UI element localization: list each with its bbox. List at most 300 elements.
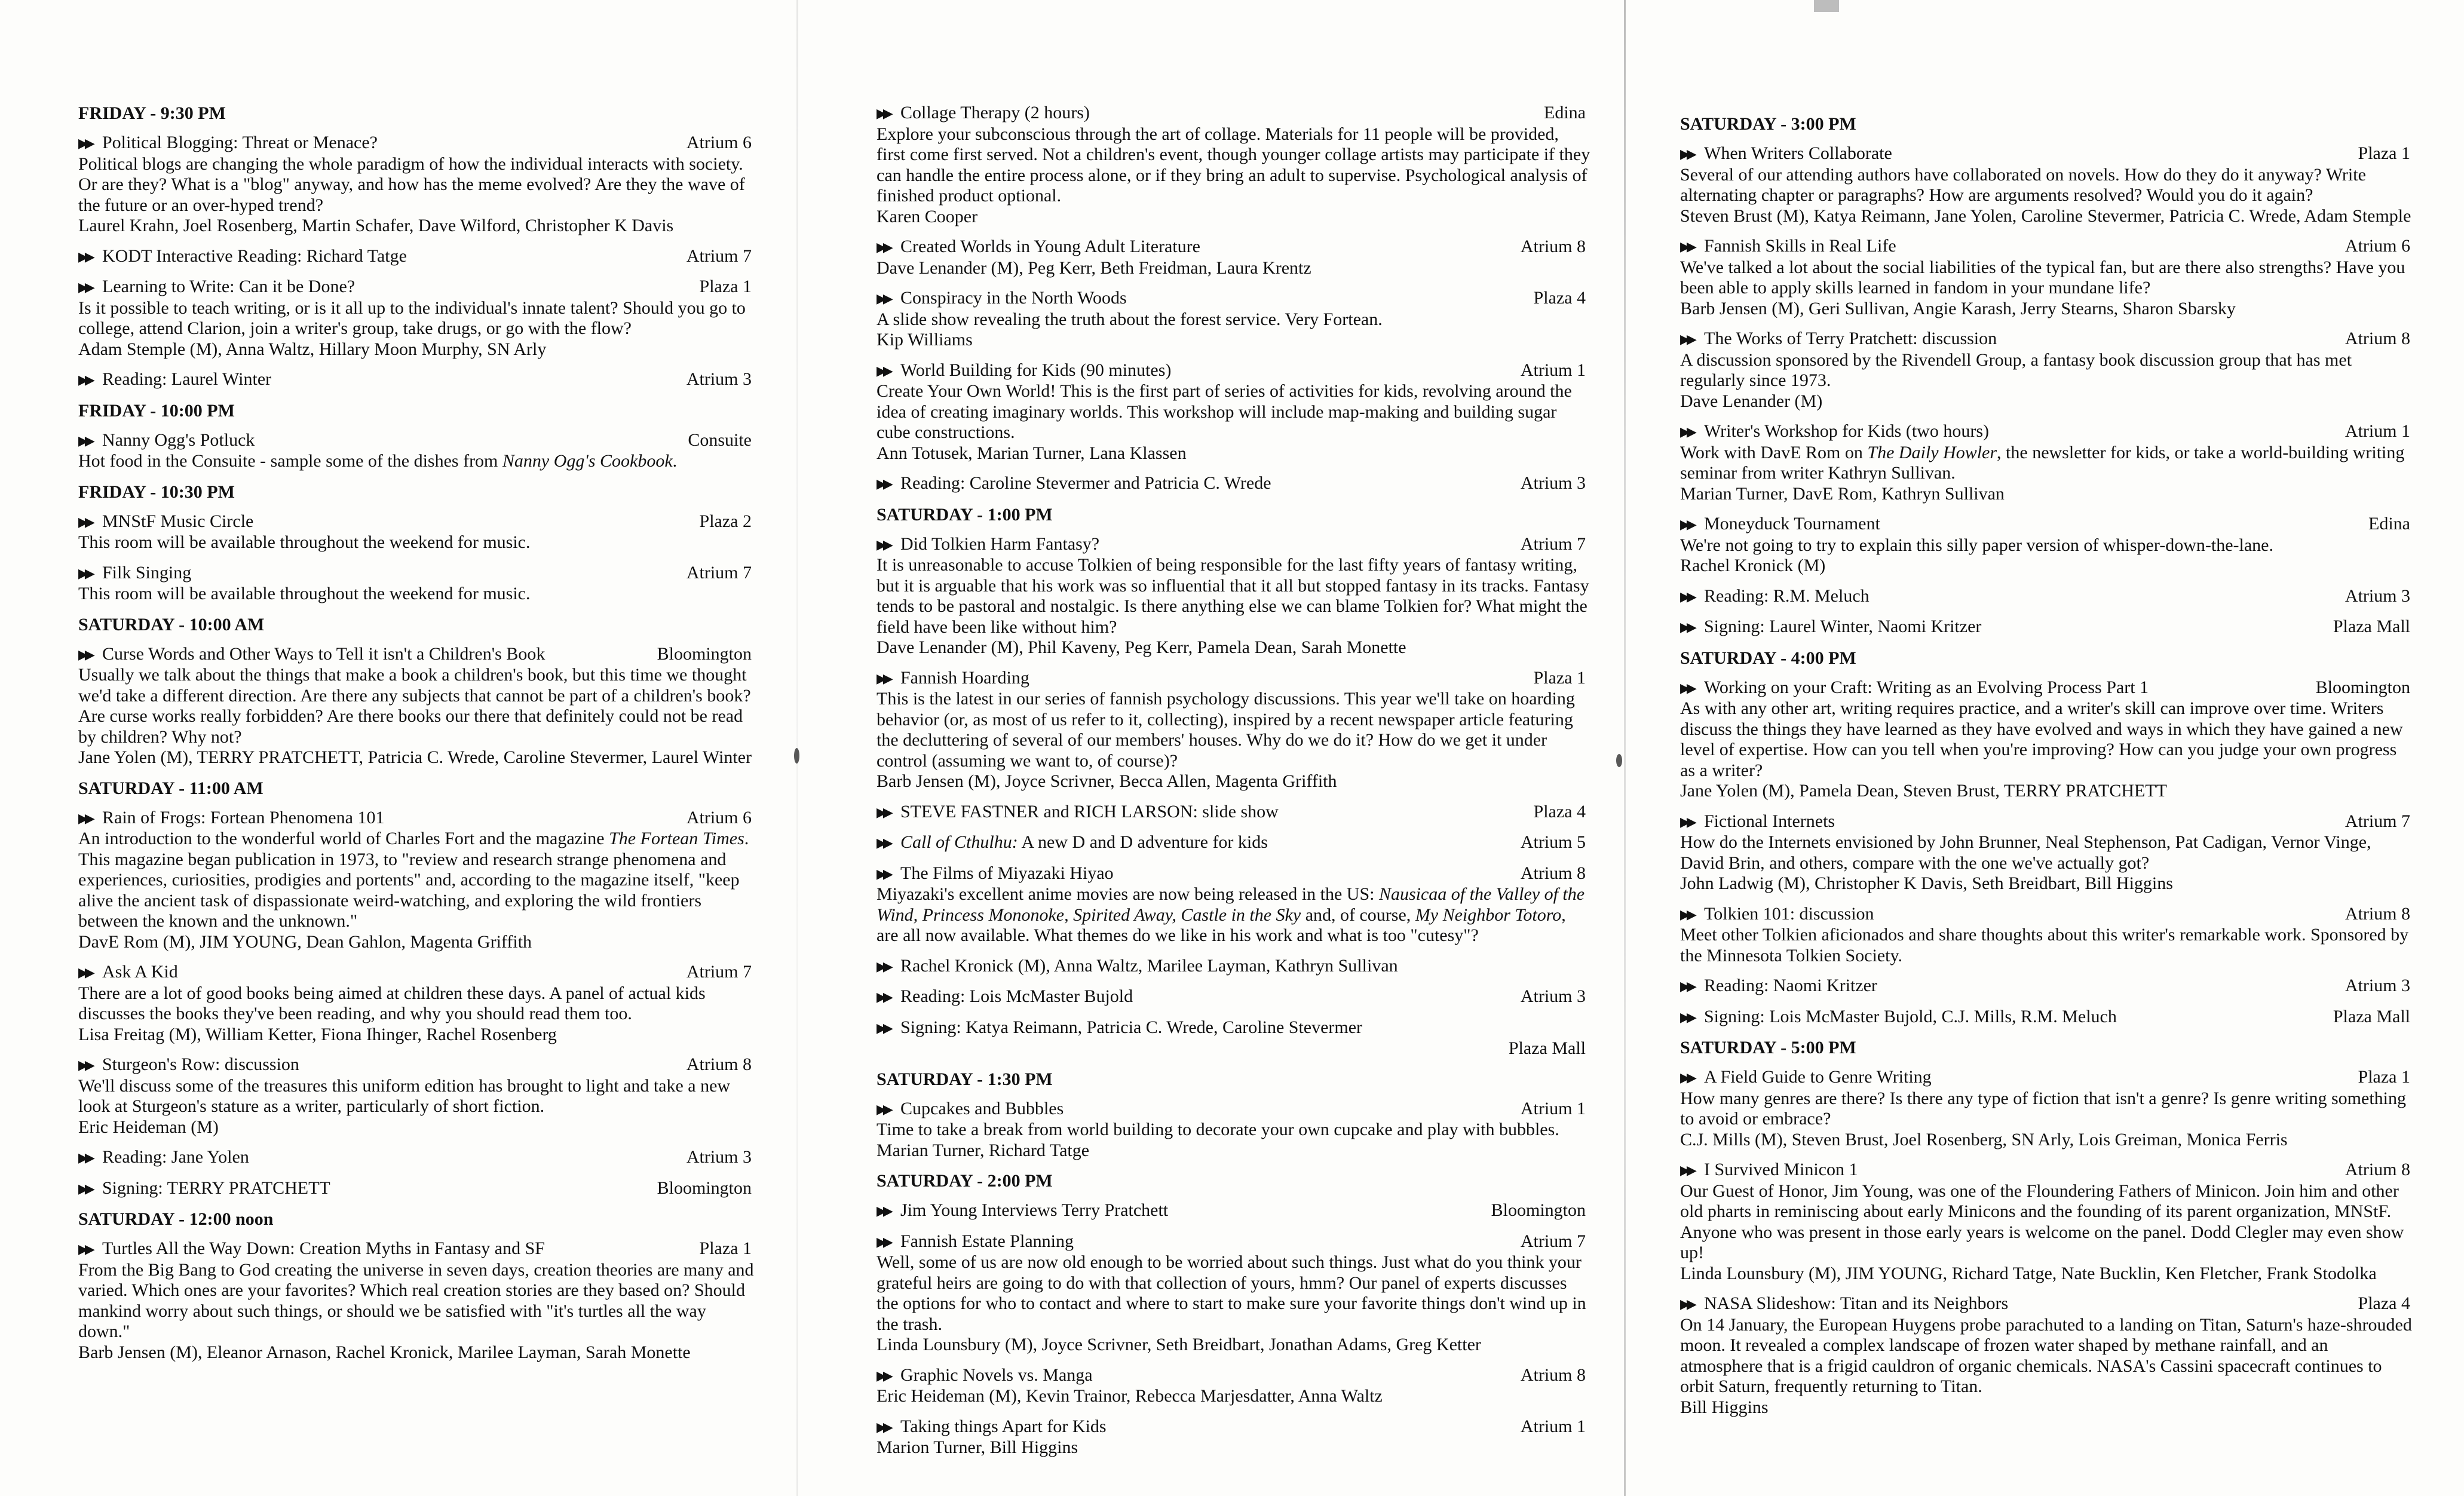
- program-item-title-row: [78, 644, 756, 666]
- program-room: Atrium 6: [2345, 236, 2410, 256]
- program-title-text: Fictional Internets: [1704, 811, 1835, 831]
- program-title-text: Writer's Workshop for Kids (two hours): [1704, 421, 1989, 441]
- program-item: [877, 103, 1590, 227]
- program-item: [1680, 811, 2415, 894]
- program-item: [1680, 143, 2415, 226]
- program-room: Bloomington: [2315, 677, 2410, 697]
- program-item: [1680, 1067, 2415, 1150]
- program-item: [877, 534, 1590, 658]
- program-title: [877, 473, 1271, 495]
- double-arrow-bullet-icon: ▶▶: [1680, 424, 1693, 439]
- program-room: Atrium 1: [1520, 1416, 1586, 1436]
- program-item-title-row: [877, 956, 1590, 977]
- program-room: Bloomington: [1491, 1200, 1586, 1220]
- program-description: Is it possible to teach writing, or is it all up to the individual's innate talent? Should you go to college, attend Clarion, join a writer's group, take drugs, or go with the flow?: [78, 298, 746, 338]
- program-room: Atrium 7: [686, 562, 752, 583]
- double-arrow-bullet-icon: ▶▶: [1680, 332, 1693, 347]
- program-item-title-row: [1680, 1007, 2415, 1028]
- program-item-title-row: [78, 808, 756, 829]
- program-panelists: Linda Lounsbury (M), JIM YOUNG, Richard Tatge, Nate Bucklin, Ken Fletcher, Frank Stodolka: [1680, 1263, 2377, 1283]
- description-italic-title: My Neighbor Totoro: [1415, 905, 1562, 925]
- program-panelists: Rachel Kronick (M): [1680, 556, 1826, 575]
- program-panelists: Lisa Freitag (M), William Ketter, Fiona Ihinger, Rachel Rosenberg: [78, 1024, 557, 1044]
- program-title: [78, 1239, 545, 1260]
- time-slot-section: [1680, 114, 2415, 638]
- program-title: [1680, 329, 1997, 350]
- double-arrow-bullet-icon: ▶▶: [1680, 588, 1693, 604]
- double-arrow-bullet-icon: ▶▶: [877, 804, 890, 820]
- time-slot-heading: SATURDAY - 11:00 AM: [78, 778, 263, 798]
- double-arrow-bullet-icon: ▶▶: [1680, 1070, 1693, 1085]
- program-item: [877, 288, 1590, 351]
- program-item-title-row: [78, 133, 756, 154]
- program-title-text: Jim Young Interviews Terry Pratchett: [900, 1200, 1169, 1220]
- program-title: [877, 1231, 1074, 1253]
- program-room: Plaza Mall: [2333, 1006, 2410, 1026]
- program-item-title-row: [877, 103, 1590, 124]
- time-slot-section: [877, 103, 1590, 495]
- program-title-text: Political Blogging: Threat or Menace?: [102, 133, 378, 152]
- program-item-title-row: [78, 1054, 756, 1076]
- double-arrow-bullet-icon: ▶▶: [1680, 146, 1693, 161]
- program-title-text: Fannish Hoarding: [900, 667, 1029, 688]
- double-arrow-bullet-icon: ▶▶: [877, 1203, 890, 1218]
- program-room: Atrium 1: [1520, 360, 1586, 380]
- program-item-title-row: [78, 1239, 756, 1260]
- program-room: Atrium 3: [1520, 986, 1586, 1006]
- program-item: [877, 832, 1590, 854]
- program-item: [78, 133, 756, 237]
- program-item: [78, 644, 756, 768]
- program-item: [1680, 236, 2415, 319]
- program-description: [78, 451, 756, 472]
- double-arrow-bullet-icon: ▶▶: [1680, 620, 1693, 634]
- double-arrow-bullet-icon: ▶▶: [877, 958, 890, 974]
- time-slot-section: [78, 778, 756, 1200]
- program-item: [1680, 678, 2415, 802]
- program-room: Bloomington: [657, 1178, 752, 1198]
- program-item-title-row: [877, 1417, 1590, 1438]
- program-item-title-row: [1680, 904, 2415, 925]
- program-title: [877, 956, 1398, 977]
- program-title: [78, 246, 407, 268]
- program-panelists: John Ladwig (M), Christopher K Davis, Seth Breidbart, Bill Higgins: [1680, 873, 2173, 893]
- program-title-text: Nanny Ogg's Potluck: [102, 430, 255, 450]
- program-title: [1680, 976, 1877, 997]
- time-slot-section: [78, 482, 756, 605]
- double-arrow-bullet-icon: ▶▶: [78, 1241, 91, 1256]
- program-item-title-row: [78, 563, 756, 584]
- program-description: It is unreasonable to accuse Tolkien of being responsible for the last fifty years of fantasy writing, but it is arguable that his work was so influential that it all but stopped fantasy in its tracks. Fantasy tends to be pastoral and nostalgic. Is there anything else we can blame Tolkien for? What might the field have been like without him?: [877, 555, 1589, 637]
- program-description: There are a lot of good books being aimed at children these days. A panel of actual kids discusses the books they've been reading, and why you should read them too.: [78, 983, 706, 1023]
- program-room: Plaza 4: [1533, 801, 1586, 821]
- program-item-title-row: [1680, 1067, 2415, 1089]
- program-item-title-row: [78, 277, 756, 298]
- double-arrow-bullet-icon: ▶▶: [877, 835, 890, 850]
- program-item: [877, 1417, 1590, 1458]
- program-item: [1680, 904, 2415, 967]
- time-slot-section: [1680, 1037, 2415, 1418]
- program-item: [78, 1054, 756, 1138]
- program-title: [877, 1200, 1168, 1222]
- double-arrow-bullet-icon: ▶▶: [1680, 517, 1693, 532]
- program-panelists: Ann Totusek, Marian Turner, Lana Klassen: [877, 443, 1187, 463]
- program-title-text: Graphic Novels vs. Manga: [900, 1365, 1093, 1385]
- program-title: [877, 360, 1171, 382]
- double-arrow-bullet-icon: ▶▶: [1680, 979, 1693, 994]
- description-italic-title: Nausicaa of the Valley of the Wind, Princess Mononoke, Spirited Away, Castle in the Sky: [877, 884, 1585, 925]
- program-item-title-row: [1680, 514, 2415, 535]
- program-title-text: The Films of Miyazaki Hiyao: [900, 863, 1114, 883]
- time-slot-section: [78, 1209, 756, 1363]
- program-title-text: Reading: R.M. Meluch: [1704, 585, 1870, 606]
- program-item-title-row: [877, 1017, 1590, 1039]
- program-room: Atrium 8: [2345, 903, 2410, 924]
- time-slot-heading: FRIDAY - 10:00 PM: [78, 400, 235, 421]
- program-item-title-row: [877, 288, 1590, 309]
- program-room: Atrium 7: [686, 246, 752, 266]
- program-item-title-row: [78, 369, 756, 391]
- program-item: [78, 1147, 756, 1169]
- time-slot-heading: SATURDAY - 3:00 PM: [1680, 114, 1856, 134]
- program-title: [1680, 1067, 1932, 1089]
- program-panelists: Karen Cooper: [877, 206, 978, 226]
- program-title: [78, 277, 355, 298]
- program-description: This room will be available throughout the weekend for music.: [78, 532, 531, 552]
- program-description: As with any other art, writing requires practice, and a writer's skill can improve over time. Writers discuss the things they have learned as they have evolved and ways in which they have gained a new level of expertise. How can you tell when you're improving? How can you judge your own progress as a writer?: [1680, 698, 2403, 780]
- program-item: [1680, 586, 2415, 608]
- program-item-title-row: [877, 237, 1590, 258]
- scan-shadow: [1814, 0, 1839, 12]
- program-title-text: A new D and D adventure for kids: [1018, 832, 1268, 852]
- program-item: [877, 1017, 1590, 1059]
- double-arrow-bullet-icon: ▶▶: [1680, 814, 1693, 829]
- program-title: [78, 133, 378, 154]
- double-arrow-bullet-icon: ▶▶: [877, 989, 890, 1004]
- program-panelists: Adam Stemple (M), Anna Waltz, Hillary Moon Murphy, SN Arly: [78, 339, 547, 359]
- program-title-text: Turtles All the Way Down: Creation Myths in Fantasy and SF: [102, 1239, 545, 1258]
- program-panelists: Jane Yolen (M), TERRY PRATCHETT, Patricia C. Wrede, Caroline Stevermer, Laurel Winter: [78, 747, 752, 767]
- program-title: [1680, 586, 1870, 608]
- program-item: [1680, 617, 2415, 638]
- program-description: Usually we talk about the things that make a book a children's book, but this time we thought we'd take a different direction. Are there any subjects that cannot be part of a children's book? Are curse works really forbidden? Are there books our there that definitely could not be read by children? Why not?: [78, 665, 751, 747]
- description-text: Hot food in the Consuite - sample some of the dishes from: [78, 451, 502, 471]
- schedule-column-1: [78, 103, 756, 1372]
- double-arrow-bullet-icon: ▶▶: [877, 363, 890, 378]
- program-description: A discussion sponsored by the Rivendell Group, a fantasy book discussion group that has met regularly since 1973.: [1680, 350, 2352, 390]
- program-title: [877, 1417, 1107, 1438]
- program-title-text: Taking things Apart for Kids: [900, 1416, 1107, 1436]
- program-item: [877, 1099, 1590, 1161]
- program-title-text: Moneyduck Tournament: [1704, 514, 1880, 534]
- program-title-text: Created Worlds in Young Adult Literature: [900, 237, 1200, 256]
- program-title: [877, 534, 1099, 556]
- program-item: [78, 563, 756, 605]
- program-item: [78, 369, 756, 391]
- program-title: [1680, 236, 1896, 257]
- time-slot-section: [1680, 648, 2415, 1028]
- time-slot-heading: SATURDAY - 1:30 PM: [877, 1069, 1053, 1089]
- program-room: Atrium 6: [686, 807, 752, 827]
- program-title: [1680, 617, 1981, 638]
- program-title: [1680, 904, 1874, 925]
- program-item: [1680, 976, 2415, 997]
- program-title: [877, 1365, 1093, 1387]
- program-description: Meet other Tolkien aficionados and share thoughts about this writer's remarkable work. Sponsored by the Minnesota Tolkien Society.: [1680, 925, 2409, 965]
- program-room: Bloomington: [657, 643, 752, 664]
- program-item: [1680, 1160, 2415, 1284]
- program-title-text: Reading: Caroline Stevermer and Patricia C. Wrede: [900, 473, 1271, 493]
- description-text: Work with DavE Rom on: [1680, 442, 1868, 462]
- program-title-text: Ask A Kid: [102, 962, 178, 982]
- program-item: [1680, 329, 2415, 412]
- program-room: Plaza Mall: [2333, 617, 2410, 636]
- program-description: How do the Internets envisioned by John Brunner, Neal Stephenson, Pat Cadigan, Vernor Vinge, David Brin, and others, compare with the one we've actually got?: [1680, 832, 2371, 873]
- program-room: Edina: [2368, 514, 2410, 534]
- program-title-text: Tolkien 101: discussion: [1704, 903, 1874, 924]
- program-room: Atrium 8: [1520, 863, 1586, 883]
- program-title-text: Filk Singing: [102, 562, 192, 583]
- program-panelists: Eric Heideman (M): [78, 1117, 219, 1137]
- program-room: Atrium 3: [2345, 585, 2410, 606]
- program-item-title-row: [78, 430, 756, 452]
- program-room: Atrium 8: [1520, 237, 1586, 256]
- time-slot-heading: SATURDAY - 4:00 PM: [1680, 648, 1856, 668]
- double-arrow-bullet-icon: ▶▶: [1680, 1296, 1693, 1311]
- program-panelists: Steven Brust (M), Katya Reimann, Jane Yolen, Caroline Stevermer, Patricia C. Wrede, Adam Stemple: [1680, 206, 2411, 226]
- program-panelists: Marian Turner, DavE Rom, Kathryn Sullivan: [1680, 483, 2005, 504]
- program-panelists: Laurel Krahn, Joel Rosenberg, Martin Schafer, Dave Wilford, Christopher K Davis: [78, 216, 674, 235]
- program-room: Edina: [1544, 103, 1586, 122]
- program-title-text: When Writers Collaborate: [1704, 143, 1892, 163]
- program-description: We've talked a lot about the social liabilities of the typical fan, but are there also strengths? Have you been able to apply skills learned in fandom in your mundane life?: [1680, 257, 2405, 298]
- program-title-text: Learning to Write: Can it be Done?: [102, 277, 355, 296]
- program-title: [78, 511, 253, 533]
- program-title: [78, 962, 178, 983]
- program-title: [78, 369, 271, 391]
- program-item-title-row: [877, 668, 1590, 689]
- program-title-text: Reading: Laurel Winter: [102, 369, 272, 389]
- double-arrow-bullet-icon: ▶▶: [877, 1419, 890, 1434]
- program-room: Plaza 4: [1533, 288, 1586, 308]
- time-slot-section: [78, 103, 756, 391]
- program-title-text: Conspiracy in the North Woods: [900, 288, 1127, 308]
- program-title-text: Did Tolkien Harm Fantasy?: [900, 534, 1100, 554]
- program-title: [877, 802, 1279, 823]
- program-title-italic: Call of Cthulhu:: [900, 832, 1018, 852]
- program-item-title-row: [1680, 811, 2415, 833]
- program-title: [1680, 143, 1892, 165]
- program-room: Atrium 7: [1520, 1231, 1586, 1251]
- program-item-title-row: [1680, 1293, 2415, 1315]
- program-title-text: Rachel Kronick (M), Anna Waltz, Marilee Layman, Kathryn Sullivan: [900, 955, 1398, 976]
- program-room: Atrium 5: [1520, 832, 1586, 852]
- program-item-title-row: [877, 863, 1590, 885]
- program-title: [1680, 811, 1835, 833]
- program-room: Plaza 2: [699, 511, 752, 531]
- program-panelists: Barb Jensen (M), Joyce Scrivner, Becca Allen, Magenta Griffith: [877, 771, 1337, 791]
- program-title: [877, 237, 1200, 258]
- program-room: Atrium 3: [686, 369, 752, 389]
- program-item-title-row: [877, 534, 1590, 556]
- program-title-text: Reading: Naomi Kritzer: [1704, 976, 1877, 995]
- double-arrow-bullet-icon: ▶▶: [877, 476, 890, 491]
- page-fold-right: [1624, 0, 1626, 1496]
- program-item-title-row: [877, 802, 1590, 823]
- double-arrow-bullet-icon: ▶▶: [877, 670, 890, 686]
- program-room: Atrium 3: [2345, 976, 2410, 995]
- double-arrow-bullet-icon: ▶▶: [78, 810, 91, 826]
- program-room: Atrium 7: [2345, 811, 2410, 831]
- description-text: .: [672, 451, 678, 471]
- program-panelists: Barb Jensen (M), Eleanor Arnason, Rachel Kronick, Marilee Layman, Sarah Monette: [78, 1342, 691, 1362]
- program-title: [78, 563, 191, 584]
- time-slot-heading: SATURDAY - 12:00 noon: [78, 1209, 274, 1229]
- program-item-title-row: [78, 962, 756, 983]
- program-room: Plaza 1: [2358, 143, 2410, 163]
- program-item: [1680, 421, 2415, 504]
- program-item-title-row: [78, 511, 756, 533]
- program-item: [877, 986, 1590, 1008]
- double-arrow-bullet-icon: ▶▶: [877, 1368, 890, 1383]
- double-arrow-bullet-icon: ▶▶: [78, 433, 91, 448]
- double-arrow-bullet-icon: ▶▶: [877, 866, 890, 881]
- double-arrow-bullet-icon: ▶▶: [78, 965, 91, 980]
- program-item-title-row: [78, 1178, 756, 1200]
- program-title-text: MNStF Music Circle: [102, 511, 254, 531]
- program-title: [877, 1099, 1064, 1120]
- time-slot-heading: FRIDAY - 10:30 PM: [78, 482, 235, 502]
- double-arrow-bullet-icon: ▶▶: [877, 240, 890, 255]
- program-panelists: Bill Higgins: [1680, 1397, 1769, 1417]
- double-arrow-bullet-icon: ▶▶: [1680, 239, 1693, 254]
- program-title-text: World Building for Kids (90 minutes): [900, 360, 1172, 380]
- program-item-title-row: [1680, 976, 2415, 997]
- program-title-text: Signing: Lois McMaster Bujold, C.J. Mills, R.M. Meluch: [1704, 1006, 2117, 1026]
- program-item-title-row: [78, 1147, 756, 1169]
- double-arrow-bullet-icon: ▶▶: [1680, 1163, 1693, 1178]
- double-arrow-bullet-icon: ▶▶: [78, 646, 91, 662]
- program-description: How many genres are there? Is there any type of fiction that isn't a genre? Is genre writing something to avoid or embrace?: [1680, 1088, 2406, 1129]
- program-description: A slide show revealing the truth about the forest service. Very Fortean.: [877, 309, 1383, 329]
- program-item: [877, 802, 1590, 823]
- double-arrow-bullet-icon: ▶▶: [877, 106, 890, 121]
- program-room: Consuite: [688, 430, 752, 450]
- program-title: [78, 1054, 299, 1076]
- program-item-title-row: [877, 1365, 1590, 1387]
- program-title-text: Collage Therapy (2 hours): [900, 103, 1090, 122]
- double-arrow-bullet-icon: ▶▶: [877, 1234, 890, 1249]
- program-description: [78, 829, 756, 932]
- time-slot-heading: FRIDAY - 9:30 PM: [78, 103, 226, 123]
- description-text: , the newsletter for kids, or take a world-building writing seminar from writer Kathryn Sullivan.: [1680, 442, 2405, 483]
- program-description: On 14 January, the European Huygens probe parachuted to a landing on Titan, Saturn's haze-shrouded moon. It revealed a complex landscape of frozen water shaped by methane rainfall, and an atmosphere that is a frigid cauldron of organic chemicals. NASA's Cassini spacecraft continues to orbit Saturn, frequently returning to Titan.: [1680, 1314, 2412, 1396]
- double-arrow-bullet-icon: ▶▶: [78, 514, 91, 529]
- program-title: [877, 1017, 1362, 1039]
- description-italic-title: The Fortean Times: [609, 829, 744, 848]
- program-panelists: DavE Rom (M), JIM YOUNG, Dean Gahlon, Magenta Griffith: [78, 931, 532, 952]
- program-item: [877, 863, 1590, 946]
- double-arrow-bullet-icon: ▶▶: [78, 249, 91, 264]
- program-item: [877, 473, 1590, 495]
- program-title: [78, 1147, 249, 1169]
- program-description: [877, 884, 1590, 946]
- double-arrow-bullet-icon: ▶▶: [877, 291, 890, 306]
- program-item: [877, 1200, 1590, 1222]
- time-slot-section: [877, 1170, 1590, 1458]
- program-title: [78, 808, 384, 829]
- program-title: [78, 430, 255, 452]
- double-arrow-bullet-icon: ▶▶: [78, 372, 91, 387]
- program-item: [877, 668, 1590, 792]
- program-item-title-row: [877, 360, 1590, 382]
- program-room: Plaza 1: [2358, 1067, 2410, 1087]
- program-title-text: Rain of Frogs: Fortean Phenomena 101: [102, 807, 385, 827]
- program-room: Atrium 8: [686, 1054, 752, 1074]
- program-title: [877, 668, 1029, 689]
- program-item-title-row: [877, 473, 1590, 495]
- program-description: Well, some of us are now old enough to be worried about such things. Just what do you think your grateful heirs are going to do with that collection of yours, hmm? Our panel of experts discusses the options for who to contact and where to start to make sure your favorite things don't wind up in the trash.: [877, 1252, 1586, 1334]
- time-slot-section: [78, 614, 756, 768]
- time-slot-heading: SATURDAY - 10:00 AM: [78, 614, 265, 634]
- program-item-title-row: [877, 1099, 1590, 1120]
- description-text: Miyazaki's excellent anime movies are now being released in the US:: [877, 884, 1379, 904]
- program-title-text: I Survived Minicon 1: [1704, 1160, 1858, 1179]
- time-slot-section: [877, 1069, 1590, 1161]
- time-slot-heading: SATURDAY - 1:00 PM: [877, 504, 1053, 525]
- program-item: [877, 360, 1590, 464]
- program-item: [1680, 1293, 2415, 1418]
- program-room: Atrium 8: [2345, 1160, 2410, 1179]
- program-item: [78, 246, 756, 268]
- double-arrow-bullet-icon: ▶▶: [78, 1150, 91, 1165]
- program-item-title-row: [1680, 421, 2415, 443]
- program-title: [78, 644, 545, 666]
- program-description: Explore your subconscious through the art of collage. Materials for 11 people will be provided, first come first served. Not a children's event, though younger collage artists may participate if they can handle the entire process alone, or if they bring an adult to supervise. Psychological analysis of finished product optional.: [877, 124, 1590, 206]
- program-description: We'll discuss some of the treasures this uniform edition has brought to light and take a new look at Sturgeon's stature as a writer, particularly of short fiction.: [78, 1075, 731, 1116]
- description-text: An introduction to the wonderful world of Charles Fort and the magazine: [78, 829, 609, 848]
- time-slot-heading: SATURDAY - 2:00 PM: [877, 1171, 1053, 1191]
- program-item-title-row: [877, 1231, 1590, 1253]
- program-panelists: Marion Turner, Bill Higgins: [877, 1437, 1078, 1457]
- program-title-text: Fannish Skills in Real Life: [1704, 236, 1896, 256]
- program-title-text: Sturgeon's Row: discussion: [102, 1054, 299, 1074]
- program-room: Plaza 4: [2358, 1293, 2410, 1313]
- program-title-text: Reading: Lois McMaster Bujold: [900, 986, 1133, 1006]
- program-item: [1680, 514, 2415, 577]
- program-title: [877, 288, 1127, 309]
- program-description: Several of our attending authors have collaborated on novels. How do they do it anyway? Write alternating chapter or paragraphs? How are arguments resolved? Would you do it again?: [1680, 164, 2366, 205]
- time-slot-section: [78, 400, 756, 472]
- description-text: and, of course,: [1301, 905, 1415, 925]
- program-panelists: Dave Lenander (M), Peg Kerr, Beth Freidman, Laura Krentz: [877, 257, 1311, 278]
- program-room: Plaza 1: [1533, 667, 1586, 688]
- schedule-column-2: [877, 103, 1590, 1468]
- double-arrow-bullet-icon: ▶▶: [78, 565, 91, 581]
- double-arrow-bullet-icon: ▶▶: [78, 136, 91, 151]
- program-panelists: Marian Turner, Richard Tatge: [877, 1140, 1090, 1160]
- program-room: Atrium 7: [686, 962, 752, 982]
- program-room: Atrium 8: [1520, 1365, 1586, 1385]
- program-title: [1680, 514, 1880, 535]
- time-slot-heading: SATURDAY - 5:00 PM: [1680, 1038, 1856, 1057]
- program-panelists: Kip Williams: [877, 330, 973, 350]
- program-panelists: Dave Lenander (M), Phil Kaveny, Peg Kerr, Pamela Dean, Sarah Monette: [877, 637, 1406, 657]
- double-arrow-bullet-icon: ▶▶: [877, 1020, 890, 1035]
- program-description: Political blogs are changing the whole paradigm of how the individual interacts with society. Or are they? What is a "blog" anyway, and how has the meme evolved? Are they the wave of the future or an over-hyped trend?: [78, 154, 745, 215]
- program-description: [1680, 443, 2415, 484]
- program-title: [1680, 1293, 2008, 1315]
